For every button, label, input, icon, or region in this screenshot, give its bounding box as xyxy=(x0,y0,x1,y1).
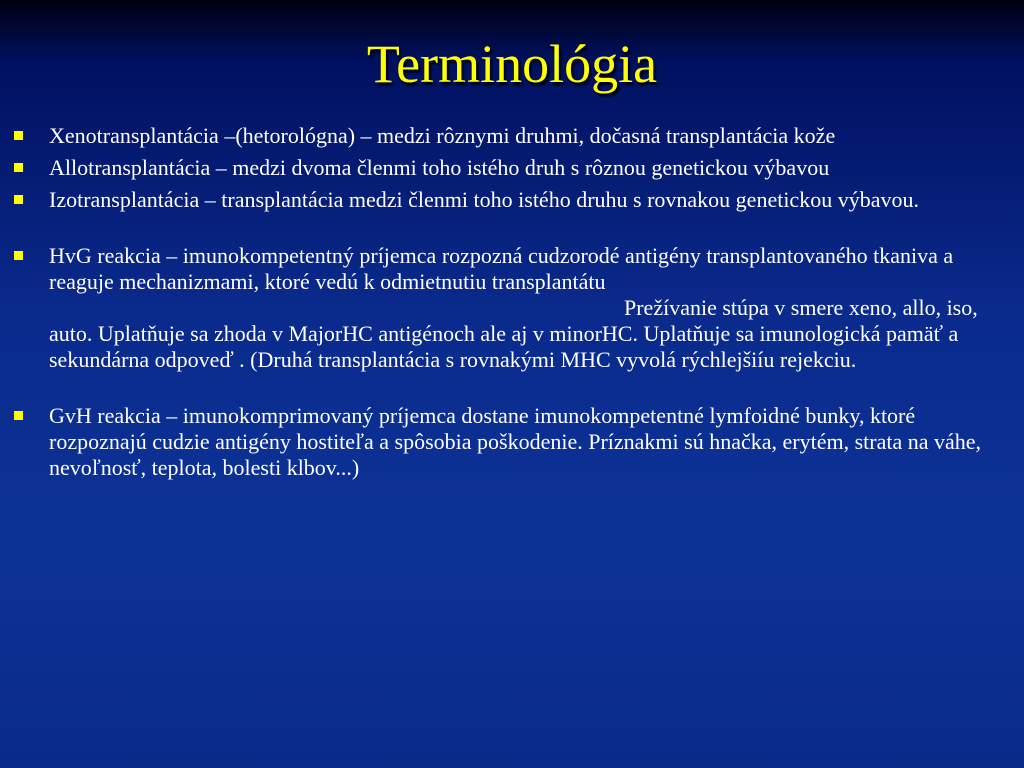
list-item-gvh-reaction xyxy=(14,403,1014,481)
square-bullet-icon xyxy=(14,195,23,204)
list-item-xenotransplantation xyxy=(14,123,1014,149)
list-item-isotransplantation xyxy=(14,187,1014,213)
list-item-text: Izotransplantácia – transplantácia medzi členmi toho istého druhu s rovnakou genetickou výbavou. xyxy=(49,187,919,212)
slide-title: Terminológia xyxy=(366,34,658,94)
list-item-text-part1: HvG reakcia – imunokompetentný príjemca rozpozná cudzorodé antigény transplantovaného tkaniva a reaguje mechanizmami, ktoré vedú k odmietnutiu transplantátu xyxy=(49,243,954,294)
list-item-text xyxy=(49,243,1014,373)
list-item-allotransplantation xyxy=(14,155,1014,181)
list-item-text: Xenotransplantácia –(hetorológna) – medzi rôznymi druhmi, dočasná transplantácia kože xyxy=(49,123,836,148)
bullet-list xyxy=(14,123,1014,487)
square-bullet-icon xyxy=(14,251,23,260)
square-bullet-icon xyxy=(14,163,23,172)
list-item-text: GvH reakcia – imunokomprimovaný príjemca dostane imunokompetentné lymfoidné bunky, ktoré rozpoznajú cudzie antigény hostiteľa a spôsobia poškodenie. Príznakmi sú hnačka, erytém, strata na váhe, nevoľnosť, teplota, bolesti klbov...) xyxy=(49,403,982,480)
list-item-text-part2: Prežívanie stúpa v smere xeno, allo, iso, auto. Uplatňuje sa zhoda v MajorHC antigénoch ale aj v minorHC. Uplatňuje sa imunologická pamäť a sekundárna odpoveď . (Druhá transplantácia s rovnakými MHC vyvolá rýchlejšiíu rejekciu. xyxy=(49,295,978,372)
square-bullet-icon xyxy=(14,411,23,420)
list-item-text: Allotransplantácia – medzi dvoma členmi toho istého druh s rôznou genetickou výbavou xyxy=(49,155,830,180)
square-bullet-icon xyxy=(14,131,23,140)
list-item-hvg-reaction xyxy=(14,243,1014,373)
